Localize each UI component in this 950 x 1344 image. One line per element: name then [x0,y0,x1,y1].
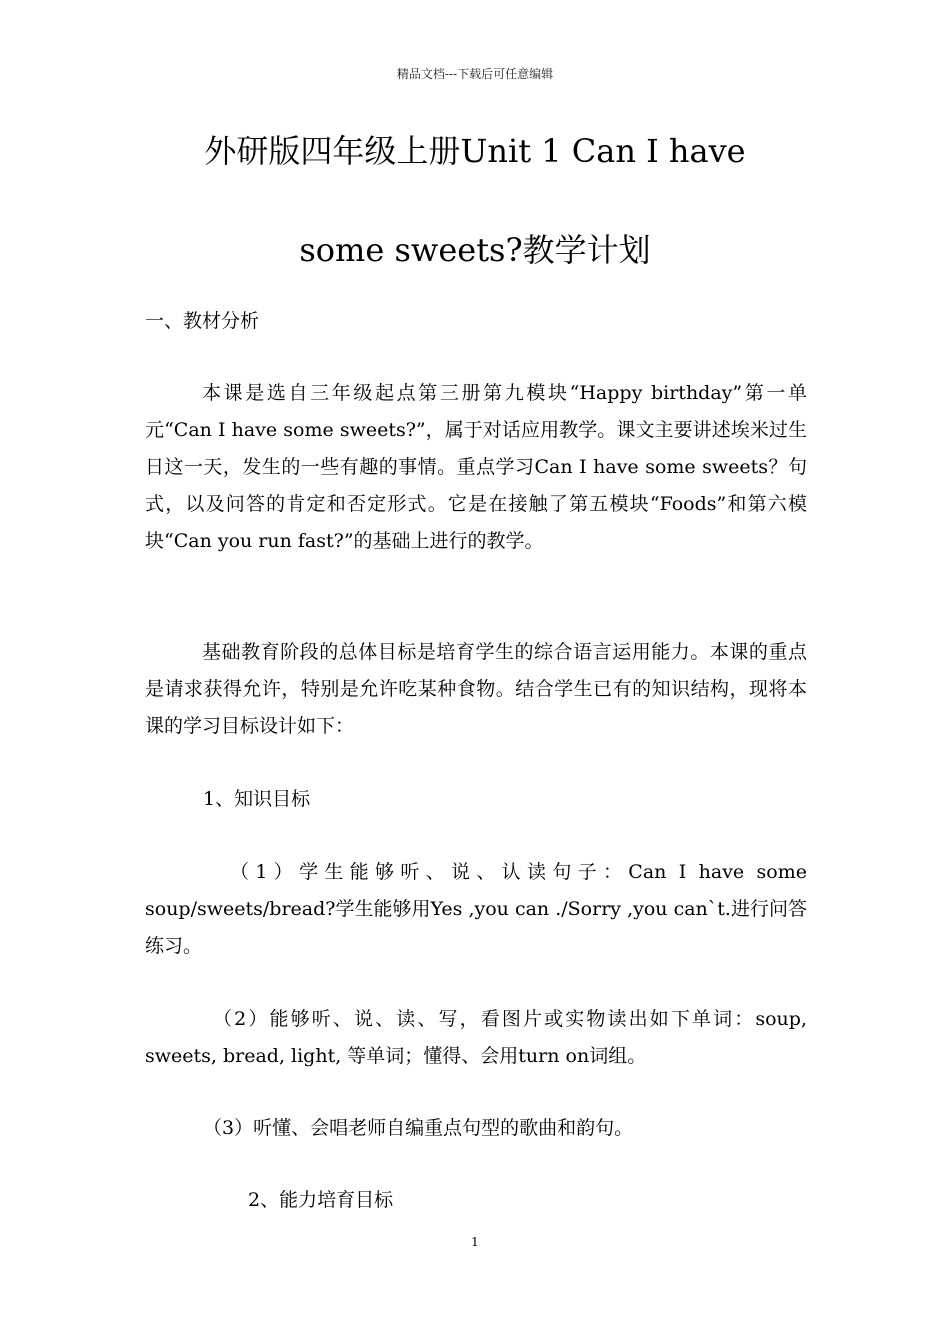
section-heading-textbook-analysis: 一、教材分析 [145,310,260,332]
paragraph-overall-goal: 基础教育阶段的总体目标是培育学生的综合语言运用能力。本课的重点是请求获得允许，特别是允许吃某种食物。结合学生已有的知识结构，现将本课的学习目标设计如下： [145,641,807,737]
page-header: 精品文档---下载后可任意编辑 [396,67,554,81]
page-number: 1 [471,1235,479,1249]
knowledge-goal-item-3: （3）听懂、会唱老师自编重点句型的歌曲和韵句。 [203,1117,634,1139]
document-title-line-2: some sweets?教学计划 [299,231,651,269]
paragraph-textbook-description: 本课是选自三年级起点第三册第九模块“Happy birthday”第一单元“Can I have some sweets?”，属于对话应用教学。课文主要讲述埃米过生日这一天，发生的一些有趣的事情。重点学习Can I have some sweets？句式，以及问答的肯定和否定形式。它是在接触了第五模块“Foods”和第六模块“Can you run fast?”的基础上进行的教学。 [145,382,807,552]
document-title-line-1: 外研版四年级上册Unit 1 Can I have [204,132,746,170]
knowledge-goal-item-1: （1）学生能够听、说、认读句子：Can I have some soup/sweets/bread?学生能够用Yes ,you can ./Sorry ,you can`t.进行问答练习。 [145,861,807,957]
ability-goal-heading: 2、能力培育目标 [248,1189,394,1211]
knowledge-goal-item-2: （2）能够听、说、读、写，看图片或实物读出如下单词：soup, sweets, bread, light, 等单词；懂得、会用turn on词组。 [145,1008,807,1067]
knowledge-goal-heading: 1、知识目标 [203,788,311,810]
